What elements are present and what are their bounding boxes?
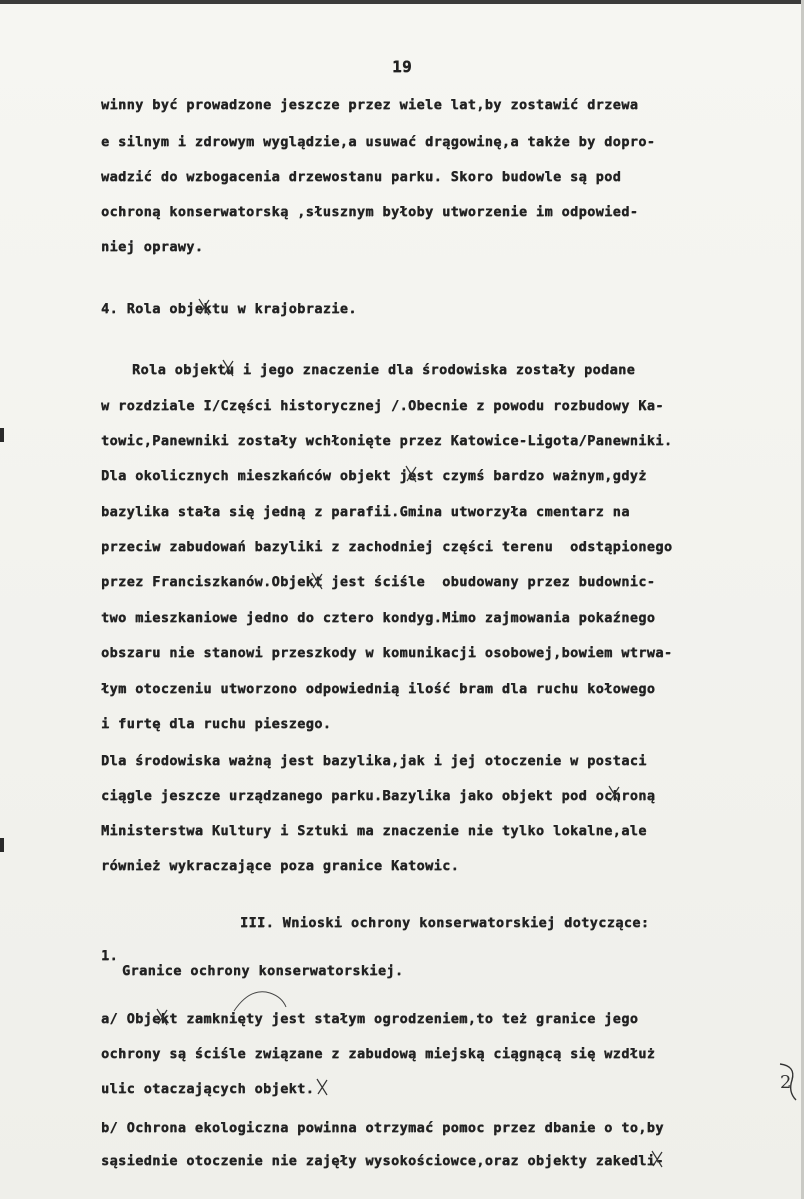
text-line: ulic otaczających objekt. (101, 1081, 315, 1097)
handwritten-strike-mark (315, 1076, 329, 1098)
text-line: w rozdziale I/Części historycznej /.Obecnie z powodu rozbudowy Ka- (101, 398, 664, 414)
text-line: również wykraczające poza granice Katowic. (101, 858, 460, 874)
text-line: Rola objektu i jego znaczenie dla środowiska zostały podane (132, 362, 636, 378)
text-line: winny być prowadzone jeszcze przez wiele lat,by zostawić drzewa (101, 97, 639, 113)
text-line: przeciw zabudowań bazyliki z zachodniej części terenu odstąpionego (101, 539, 673, 555)
handwritten-curve-mark (230, 985, 290, 1015)
text-line: przez Franciszkanów.Objekt jest ściśle obudowany przez budownic- (101, 574, 656, 590)
margin-note-text: 2 (780, 1072, 792, 1093)
text-line: e silnym i zdrowym wyglądzie,a usuwać drągowinę,a także by dopro- (101, 134, 656, 150)
handwritten-strike-mark (310, 570, 324, 592)
text-line: ochrony są ściśle związane z zabudową miejską ciągnącą się wzdłuż (101, 1046, 656, 1062)
handwritten-strike-mark (607, 783, 621, 805)
section-heading: III. Wnioski ochrony konserwatorskiej dotyczące: (240, 915, 650, 931)
subsection-heading: Granice ochrony konserwatorskiej. (122, 963, 404, 979)
text-line: i furtę dla ruchu pieszego. (101, 716, 332, 732)
text-line: Ministerstwa Kultury i Sztuki ma znaczenie nie tylko lokalne,ale (101, 823, 647, 839)
handwritten-strike-mark (155, 1006, 169, 1028)
text-line: ochroną konserwatorską ,słusznym byłoby utworzenie im odpowied- (101, 204, 639, 220)
text-line: łym otoczeniu utworzono odpowiednią ilość bram dla ruchu kołowego (101, 681, 656, 697)
text-line: obszaru nie stanowi przeszkody w komunikacji osobowej,bowiem wtrwa- (101, 645, 673, 661)
margin-note (774, 1062, 800, 1102)
text-line: b/ Ochrona ekologiczna powinna otrzymać pomoc przez dbanie o to,by (101, 1120, 664, 1136)
text-line: sąsiednie otoczenie nie zajęły wysokościowce,oraz objekty zakedli- (101, 1153, 664, 1169)
text-line: niej oprawy. (101, 239, 204, 255)
text-line: wadzić do wzbogacenia drzewostanu parku. Skoro budowle są pod (101, 169, 622, 185)
page-number: 19 (392, 57, 413, 76)
text-line: a/ Objekt zamknięty jest stałym ogrodzeniem,to też granice jego (101, 1011, 639, 1027)
text-line: bazylika stała się jedną z parafii.Gmina utworzyła cmentarz na (101, 504, 630, 520)
handwritten-strike-mark (221, 357, 235, 379)
text-line: towic,Panewniki zostały wchłonięte przez Katowice-Ligota/Panewniki. (101, 433, 673, 449)
text-line: Dla środowiska ważną jest bazylika,jak i jej otoczenie w postaci (101, 753, 647, 769)
punch-hole-mark (0, 838, 4, 852)
handwritten-strike-mark (197, 296, 211, 318)
scan-top-edge (0, 0, 804, 4)
section-heading: 4. Rola objektu w krajobrazie. (101, 301, 357, 317)
handwritten-strike-mark (404, 463, 418, 485)
text-line: ciągle jeszcze urządzanego parku.Bazylika jako objekt pod ochroną (101, 788, 656, 804)
text-line: two mieszkaniowe jedno do cztero kondyg.Mimo zajmowania pokaźnego (101, 610, 656, 626)
handwritten-strike-mark (650, 1148, 664, 1170)
list-number: 1. (101, 948, 119, 964)
text-line: Dla okolicznych mieszkańców objekt jest czymś bardzo ważnym,gdyż (101, 468, 647, 484)
punch-hole-mark (0, 428, 4, 442)
